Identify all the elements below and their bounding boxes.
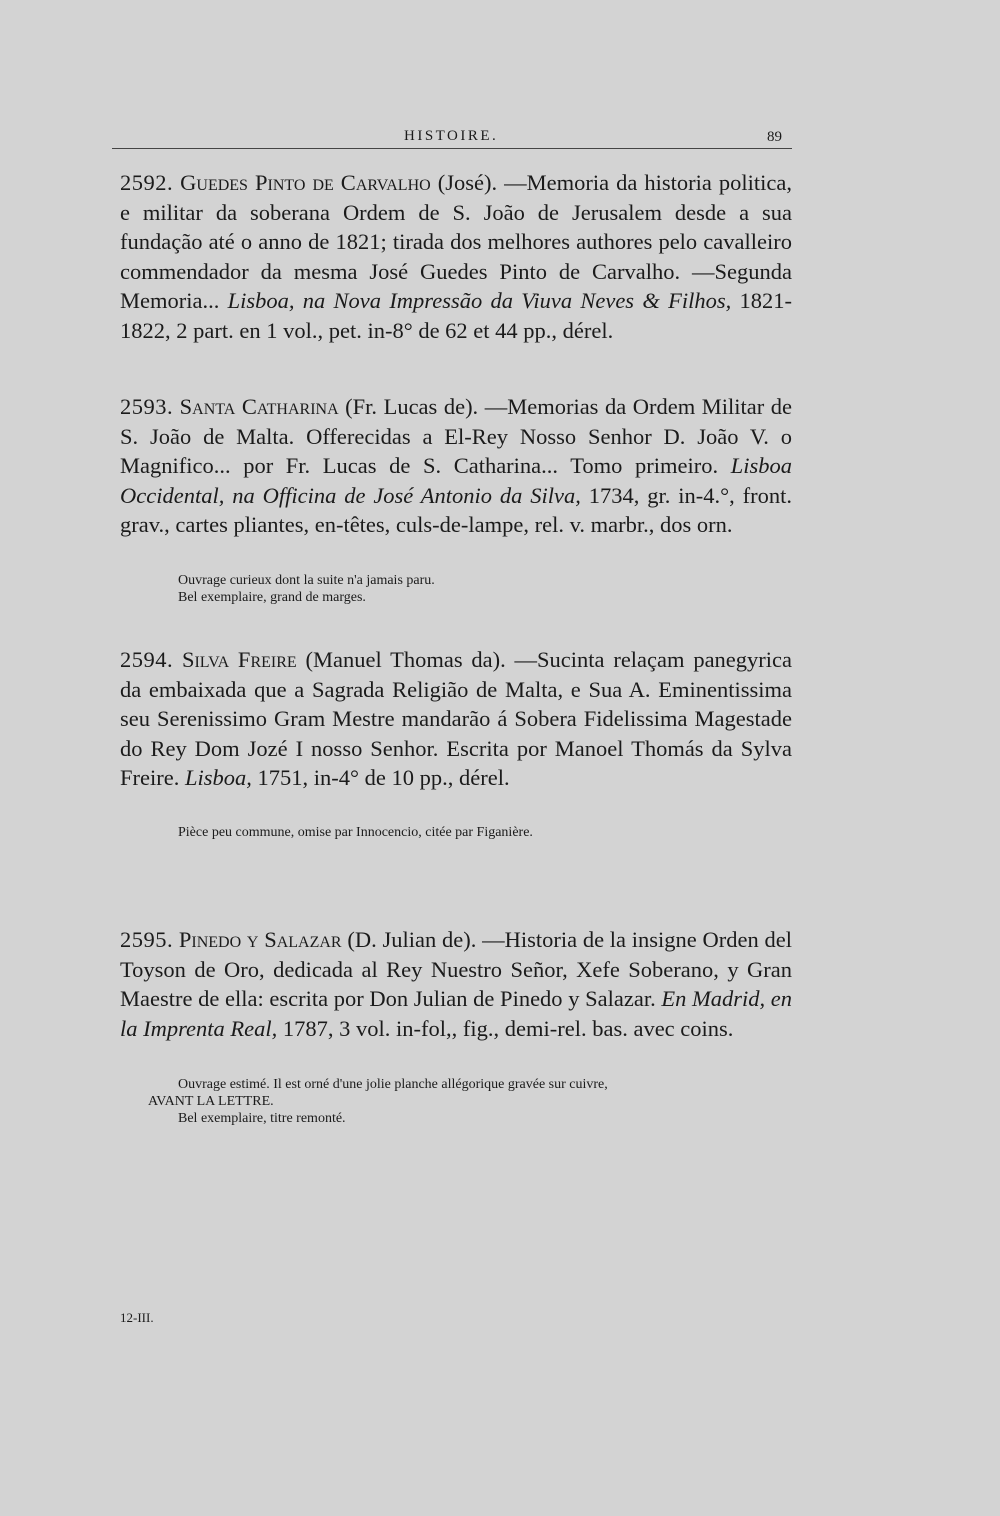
note-line: Bel exemplaire, titre remonté.	[178, 1111, 346, 1126]
note-line: Pièce peu commune, omise par Innocencio, citée par Figanière.	[178, 825, 533, 840]
entry-text: (José). —Memoria da historia politica, e militar da soberana Ordem de S. João de Jerusalem desde a sua fundação até o anno de 1821; tirada dos melhores authores pelo cavalleiro commendador da mesma José Guedes Pinto de Carvalho. —Segunda Memoria...	[120, 170, 793, 313]
entry-text: (D. Julian de). —Historia de la insigne Orden del Toyson de Oro, dedicada al Rey Nuestro Señor, Xefe Soberano, y Gran Maestre de ella: escrita por Don Julian de Pinedo y Salazar.	[120, 927, 792, 1011]
entry-number: 2593.	[120, 394, 174, 419]
entry-imprint: Lisboa, na Nova Impressão da Viuva Neves & Filhos,	[227, 288, 732, 313]
note-line: Bel exemplaire, grand de marges.	[178, 590, 366, 605]
entry-text: (Fr. Lucas de). —Memorias da Ordem Militar de S. João de Malta. Offerecidas a El-Rey Nosso Senhor D. João V. o Magnifico... por Fr. Lucas de S. Catharina... Tomo primeiro.	[120, 394, 792, 478]
entry-number: 2595.	[120, 927, 174, 952]
entry-description: 1734, gr. in-4.°, front. grav., cartes pliantes, en-têtes, culs-de-lampe, rel. v. marbr., dos orn.	[120, 482, 793, 537]
catalog-entry	[120, 392, 792, 540]
entry-description: 1751, in-4° de 10 pp., dérel.	[251, 765, 510, 790]
entry-note	[148, 1076, 792, 1127]
entry-author: Santa Catharina	[179, 394, 339, 419]
note-line: Ouvrage estimé. Il est orné d'une jolie planche allégorique gravée sur cuivre,	[178, 1077, 608, 1092]
catalog-entry	[120, 925, 792, 1043]
page-number: 89	[767, 129, 782, 145]
note-line: Ouvrage curieux dont la suite n'a jamais paru.	[178, 573, 435, 588]
catalog-entry	[120, 168, 792, 345]
section-title: HISTOIRE.	[396, 128, 506, 145]
entry-imprint: En Madrid, en la Imprenta Real,	[120, 986, 792, 1041]
entry-author: Pinedo y Salazar	[178, 927, 342, 952]
header-rule	[112, 148, 792, 149]
entry-description: 1787, 3 vol. in-fol,, fig., demi-rel. bas. avec coins.	[277, 1015, 734, 1041]
entry-number: 2594.	[120, 647, 174, 672]
signature-mark: 12-III.	[120, 1310, 154, 1325]
running-header	[112, 128, 792, 154]
entry-note	[178, 824, 792, 841]
entry-text: (Manuel Thomas da). —Sucinta relaçam panegyrica da embaixada que a Sagrada Religião de Malta, e Sua A. Eminentissima seu Serenissimo Gram Mestre mandarão á Sobera Fidelissima Magestade do Rey Dom Jozé I nosso Senhor. Escrita por Manoel Thomás da Sylva Freire.	[120, 647, 793, 790]
entry-imprint: Lisboa,	[184, 765, 252, 790]
catalog-entry	[120, 645, 792, 793]
entry-description: 1821-1822, 2 part. en 1 vol., pet. in-8° de 62 et 44 pp., dérel.	[120, 288, 792, 343]
note-line: AVANT LA LETTRE.	[148, 1094, 274, 1109]
entry-note	[178, 572, 792, 606]
entry-number: 2592.	[120, 170, 174, 195]
entry-imprint: Lisboa Occidental, na Officina de José Antonio da Silva,	[120, 453, 792, 508]
entry-author: Silva Freire	[181, 647, 297, 672]
entry-author: Guedes Pinto de Carvalho	[180, 170, 431, 195]
